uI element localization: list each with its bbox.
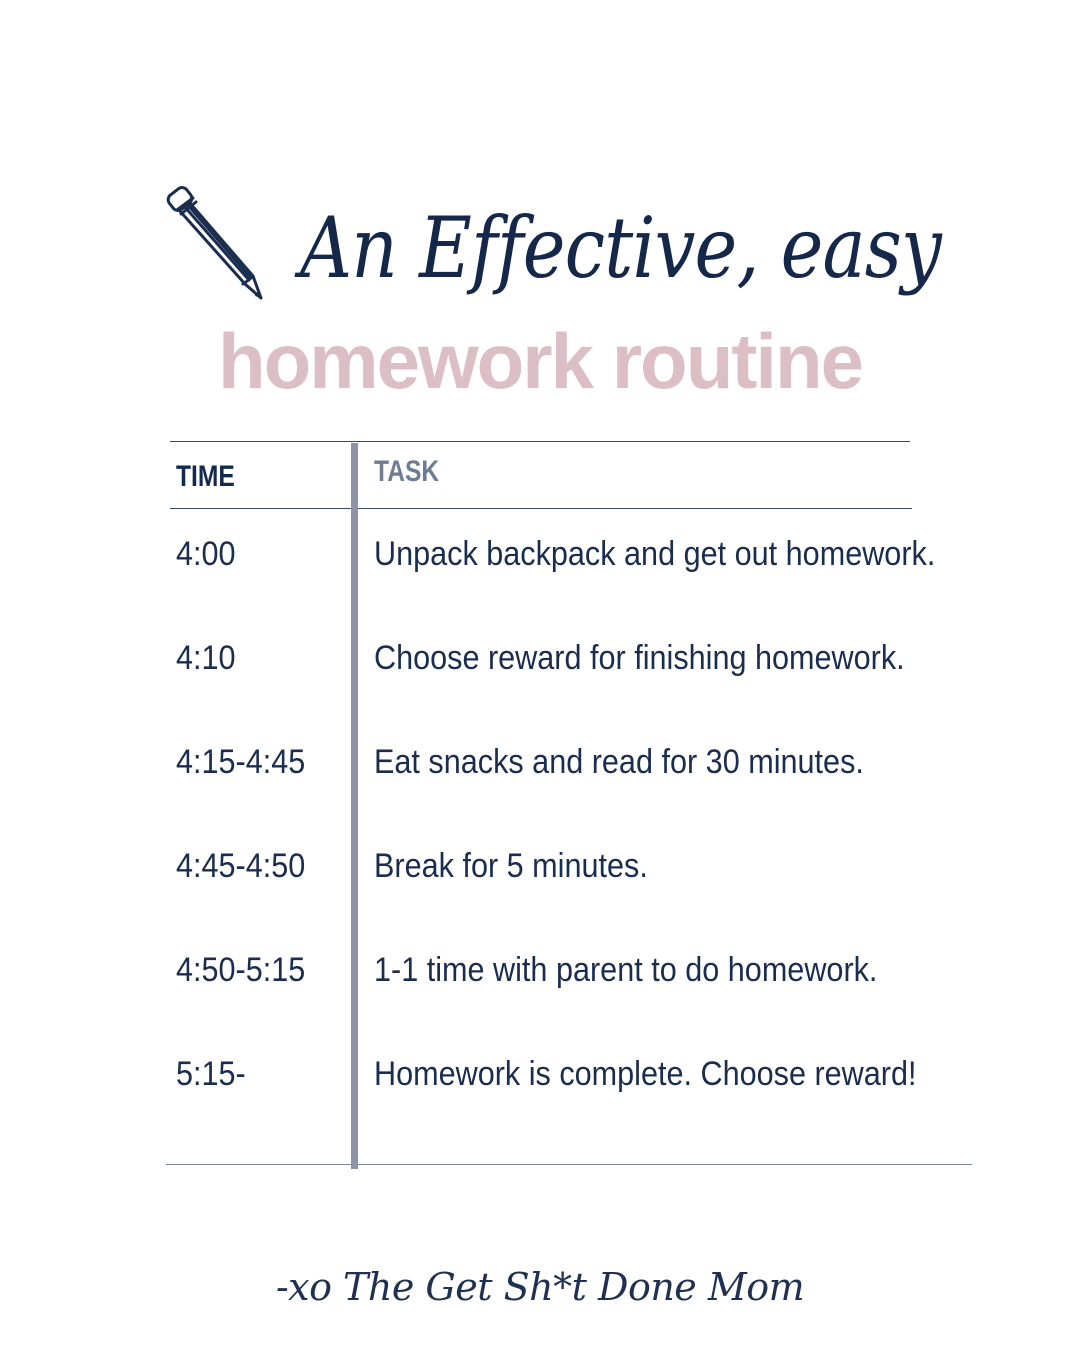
- row-time: 4:10: [176, 639, 236, 677]
- row-time: 5:15-: [176, 1055, 246, 1093]
- row-task: Homework is complete. Choose reward!: [374, 1055, 917, 1093]
- table-row: [0, 732, 1080, 792]
- column-header-time: TIME: [176, 460, 235, 493]
- signature: -xo The Get Sh*t Done Mom: [275, 1265, 805, 1309]
- row-time: 4:15-4:45: [176, 743, 306, 781]
- table-row: [0, 836, 1080, 896]
- row-time: 4:00: [176, 535, 236, 573]
- row-time: 4:45-4:50: [176, 847, 306, 885]
- table-row: [0, 1044, 1080, 1104]
- title-script-line: An Effective, easy: [300, 199, 941, 297]
- column-header-task: TASK: [374, 455, 440, 488]
- title-bold-line: homework routine: [217, 317, 863, 405]
- row-task: Choose reward for finishing homework.: [374, 639, 905, 677]
- table-row: [0, 628, 1080, 688]
- table-row: [0, 524, 1080, 584]
- row-task: Eat snacks and read for 30 minutes.: [374, 743, 864, 781]
- table-row: [0, 940, 1080, 1000]
- table-top-rule: [170, 441, 910, 442]
- row-task: 1-1 time with parent to do homework.: [374, 951, 878, 989]
- table-bottom-rule: [166, 1164, 972, 1165]
- table-header-rule: [170, 508, 912, 509]
- row-task: Unpack backpack and get out homework.: [374, 535, 936, 573]
- row-time: 4:50-5:15: [176, 951, 306, 989]
- pencil-icon: [165, 180, 270, 310]
- row-task: Break for 5 minutes.: [374, 847, 648, 885]
